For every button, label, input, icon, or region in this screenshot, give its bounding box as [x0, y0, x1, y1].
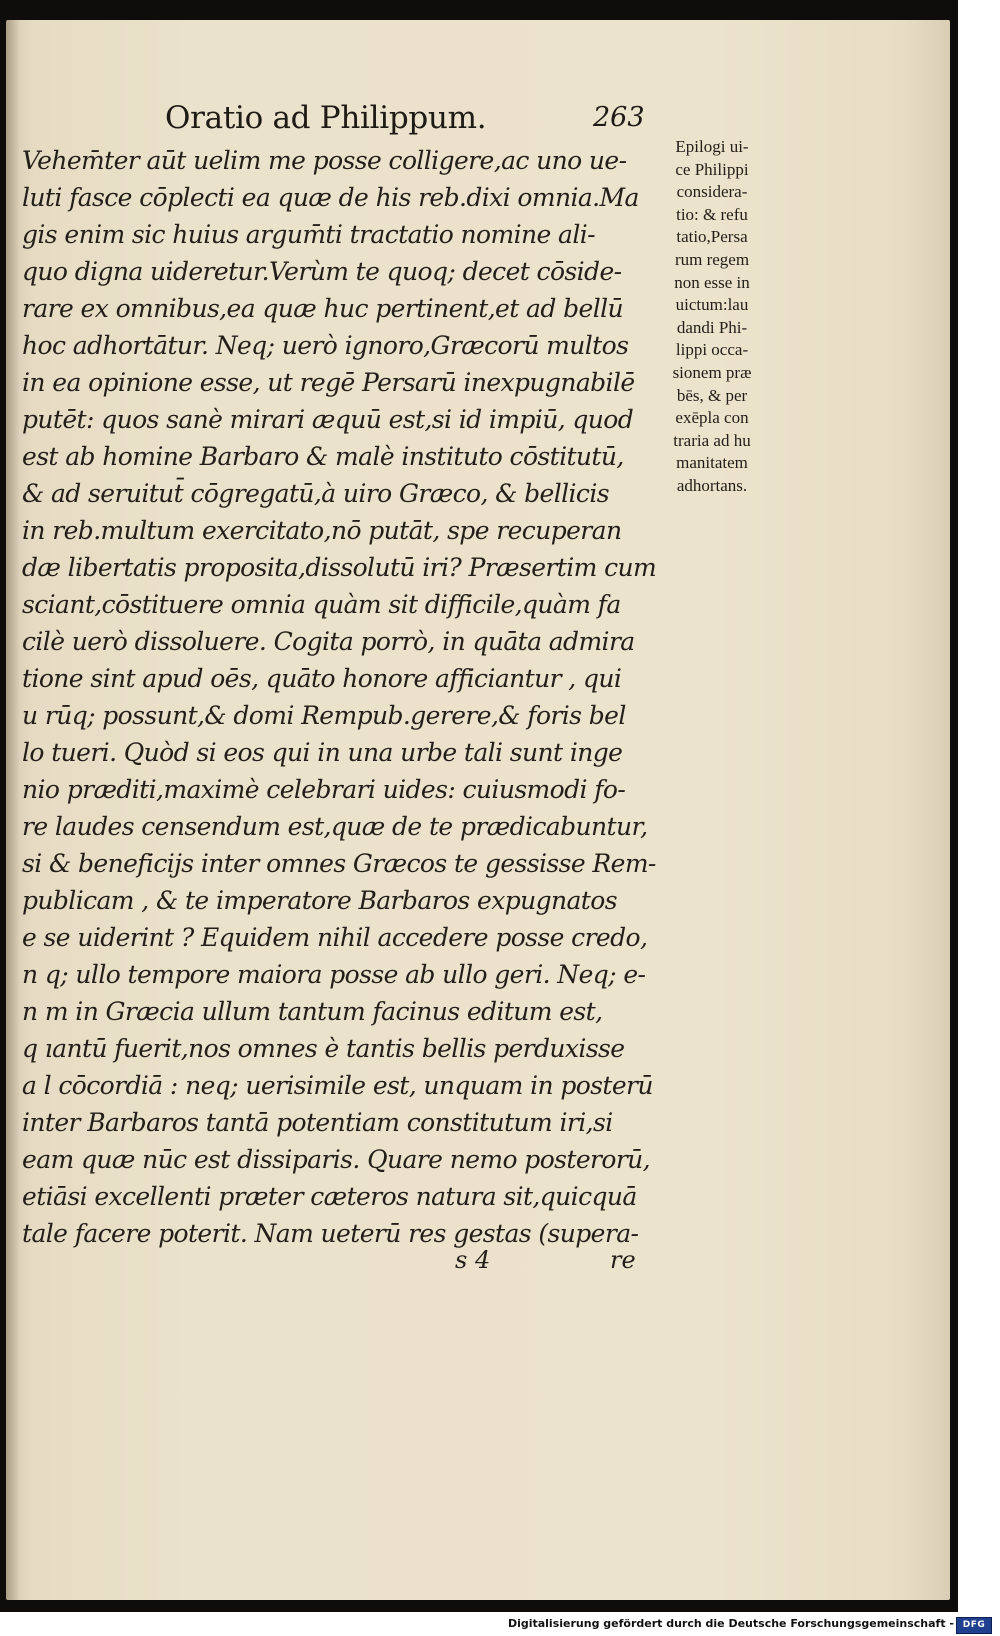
text-line: in reb.multum exercitato,nō putāt, spe recuperan — [22, 516, 622, 545]
marginal-note-line: exēpla con — [675, 408, 749, 428]
text-line: quo digna uideretur.Verùm te quoq; decet cōside- — [22, 257, 622, 286]
text-line: u rūq; possunt,& domi Rempub.gerere,& foris bel — [22, 701, 626, 730]
marginal-note-line: bēs, & per — [676, 385, 748, 405]
marginal-note-line: dandi Phi- — [676, 317, 748, 337]
text-line: re laudes censendum est,quæ de te prædicabuntur, — [22, 812, 648, 841]
text-line: q ıantū fuerit,nos omnes è tantis bellis perduxisse — [22, 1034, 625, 1063]
marginal-note-line: considera- — [676, 182, 748, 202]
footer-bar — [0, 1614, 1000, 1636]
text-line: a l cōcordiā : neq; uerisimile est, unquam in posterū — [22, 1071, 653, 1100]
marginal-note-line: lippi occa- — [675, 340, 749, 360]
marginal-note-line: tio: & refu — [676, 204, 748, 224]
text-line: eam quæ nūc est dissiparis. Quare nemo posterorū, — [22, 1145, 651, 1174]
marginal-note-line: Epilogi ui- — [675, 137, 749, 156]
marginal-note-line: manitatem — [676, 453, 748, 473]
signature-mark: s 4 — [455, 1246, 491, 1274]
funding-credit: Digitalisierung gefördert durch die Deutsche Forschungsgemeinschaft - — [507, 1617, 954, 1630]
text-line: etiāsi excellenti præter cæteros natura sit,quicquā — [22, 1182, 637, 1211]
marginal-note-line: tatio,Persa — [676, 227, 748, 247]
marginal-note-line: adhortans. — [676, 475, 748, 495]
text-line: Vehem̄ter aūt uelim me posse colligere,ac uno ue- — [22, 146, 627, 175]
running-title: Oratio ad Philippum. — [165, 100, 487, 136]
text-line: tione sint apud oēs, quāto honore afficiantur , qui — [22, 664, 622, 693]
text-line: publicam , & te imperatore Barbaros expugnatos — [22, 886, 617, 915]
marginal-note-line: traria ad hu — [673, 430, 751, 450]
text-line: in ea opinione esse, ut regē Persarū inexpugnabilē — [22, 368, 635, 397]
text-line: n m in Græcia ullum tantum facinus editum est, — [22, 997, 603, 1026]
text-line: cilè uerò dissoluere. Cogita porrò, in quāta admira — [22, 627, 635, 656]
text-line: luti fasce cōplecti ea quæ de his reb.dixi omnia.Ma — [22, 183, 639, 212]
text-line: sciant,cōstituere omnia quàm sit difficile,quàm fa — [22, 590, 621, 619]
text-line: gis enim sic huius argum̄ti tractatio nomine ali- — [22, 220, 595, 249]
dfg-logo: DFG — [956, 1617, 992, 1634]
marginal-note-line: ce Philippi — [675, 159, 749, 179]
page-number: 263 — [593, 102, 645, 133]
signature-line — [455, 1246, 645, 1276]
marginal-note-line: uictum:lau — [675, 295, 749, 315]
text-line: putēt: quos sanè mirari æquū est,si id impiū, quod — [22, 405, 634, 434]
marginal-note-line: rum regem — [674, 249, 750, 269]
page-header — [165, 100, 645, 142]
text-line: est ab homine Barbaro & malè instituto cōstitutū, — [22, 442, 624, 471]
main-text-block — [22, 142, 657, 1252]
page-gutter-shadow — [6, 20, 20, 1600]
text-line: rare ex omnibus,ea quæ huc pertinent,et ad bellū — [22, 294, 623, 323]
marginal-note — [648, 136, 776, 498]
text-line: tale facere poterit. Nam ueterū res gestas (supera- — [22, 1219, 639, 1248]
text-line: e se uiderint ? Equidem nihil accedere posse credo, — [22, 923, 648, 952]
text-line: inter Barbaros tantā potentiam constitutum iri,si — [22, 1108, 613, 1137]
marginal-note-line: sionem præ — [672, 362, 752, 382]
catchword: re — [610, 1246, 636, 1274]
text-line: dæ libertatis proposita,dissolutū iri? Præsertim cum — [22, 553, 657, 582]
text-line: & ad seruitut̄ cōgregatū,à uiro Græco, & bellicis — [22, 479, 609, 508]
text-line: hoc adhortātur. Neq; uerò ignoro,Græcorū multos — [22, 331, 629, 360]
text-line: n q; ullo tempore maiora posse ab ullo geri. Neq; e- — [22, 960, 646, 989]
marginal-note-line: non esse in — [674, 272, 750, 292]
text-line: nio præditi,maximè celebrari uides: cuiusmodi fo- — [22, 775, 626, 804]
text-line: lo tueri. Quòd si eos qui in una urbe tali sunt inge — [22, 738, 623, 767]
text-line: si & beneficijs inter omnes Græcos te gessisse Rem- — [22, 849, 656, 878]
